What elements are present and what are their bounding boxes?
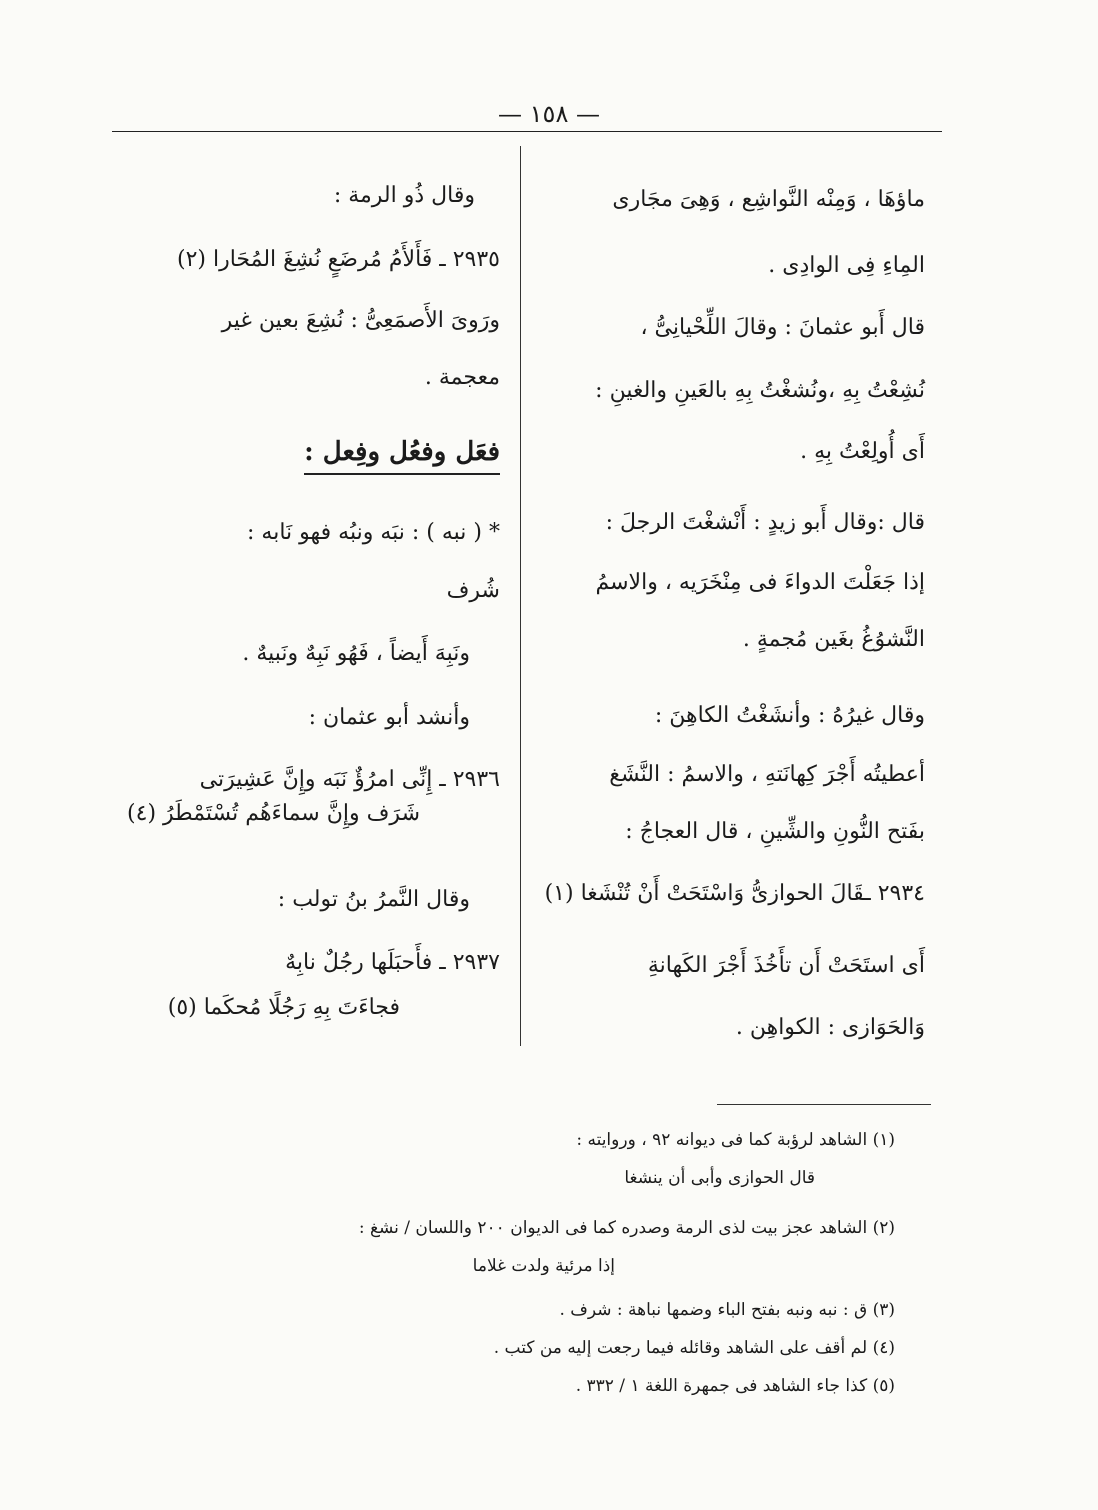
verse-2936: ٢٩٣٦ ـ إِنِّى امرُؤٌ نَبَه وإِنَّ عَشِيرَتى	[199, 767, 500, 792]
text-line: وقال النَّمرُ بنُ تولب :	[277, 887, 470, 912]
footnote-1-verse: قال الحوازى وأبى أن ينشغا	[624, 1168, 815, 1188]
text-line: ورَوىَ الأَصمَعِىُّ : نُشِعَ بعين غير	[221, 308, 500, 333]
section-heading: فعَل وفعُل وفِعل :	[304, 437, 500, 475]
footnote-1: (١) الشاهد لرؤبة كما فى ديوانه ٩٢ ، وروايته :	[576, 1130, 895, 1150]
entry-nabah: * ( نبه ) : نبَه ونبُه فهو نَابه :	[247, 520, 500, 545]
footnote-3: (٣) ق : نبه ونبه بفتح الباء وضمها نباهة : شرف .	[559, 1300, 895, 1320]
text-line: وأنشد أبو عثمان :	[308, 705, 470, 730]
footnote-5: (٥) كذا جاء الشاهد فى جمهرة اللغة ١ / ٣٣٢ .	[575, 1376, 895, 1396]
footnote-4: (٤) لم أقف على الشاهد وقائله فيما رجعت إليه من كتب .	[493, 1338, 895, 1358]
footnote-rule	[717, 1104, 931, 1105]
text-line: معجمة .	[424, 365, 500, 390]
verse-2935: ٢٩٣٥ ـ فَأَلأَمُ مُرضَعٍ نُشِغَ المُحَارا (٢)	[176, 247, 500, 272]
text-line: قال :وقال أَبو زيدٍ : أَنْشغْتَ الرجلَ :	[605, 510, 925, 535]
header-rule	[112, 131, 942, 132]
text-line: أَى استَحَتْ أَن تأَخُذَ أَجْرَ الكَهانةِ	[647, 953, 925, 978]
text-line: أعطيتُه أَجْرَ كِهانَتهِ ، والاسمُ : النَّشَغ	[609, 762, 925, 787]
footnote-2-verse: إذا مرئية ولدت غلاما	[472, 1256, 615, 1276]
page-number: — ١٥٨ —	[498, 100, 600, 128]
verse-2937-second: فجاءَتَ بِهِ رَجُلًا مُحكَما (٥)	[167, 995, 400, 1020]
text-line: وقال غيرُهُ : وأنشَغْتُ الكاهِنَ :	[654, 703, 925, 728]
text-line: المِاءِ فِى الوادِى .	[768, 253, 925, 278]
column-divider	[520, 146, 521, 1046]
verse-2936-second: شَرَف وإِنَّ سماءَهُم تُسْتَمْطَرُ (٤)	[127, 801, 420, 826]
verse-2937: ٢٩٣٧ ـ فأَحبَلَها رجُلٌ نابِهٌ	[285, 950, 500, 975]
text-line: قال أَبو عثمانَ : وقالَ اللِّحْيانِىُّ ،	[640, 315, 925, 340]
verse-2934: ٢٩٣٤ ـقَالَ الحوازىُّ وَاسْتَحَتْ أَنْ تُنْشَغا (١)	[544, 881, 925, 906]
text-line: ماؤهَا ، وَمِنْه النَّواشِع ، وَهِىَ مجَارى	[612, 187, 925, 212]
text-line: أَى أُولِعْتُ بِهِ .	[800, 439, 925, 464]
text-line: وَالحَوَازى : الكواهِن .	[735, 1015, 925, 1040]
footnote-2: (٢) الشاهد عجز بيت لذى الرمة وصدره كما فى الديوان ٢٠٠ واللسان / نشغ :	[358, 1218, 895, 1238]
text-line: نُشِعْتُ بِهِ ،ونُشغْتُ بِهِ بالعَينِ والغينِ :	[595, 378, 925, 403]
text-line: إذا جَعَلْتَ الدواءَ فى مِنْخَرَيه ، والاسمُ	[595, 570, 925, 595]
text-line: النَّشوُغُ بغَين مُجمةٍ .	[742, 627, 925, 652]
text-line: شُرف	[446, 578, 500, 603]
text-line: بفَتح النُّونِ والشِّينِ ، قال العجاجُ :	[625, 819, 925, 844]
text-line: ونَبِهَ أَيضاً ، فَهُو نَبِهٌ ونَبيهٌ .	[242, 641, 470, 666]
text-line: وقال ذُو الرمة :	[333, 183, 475, 208]
